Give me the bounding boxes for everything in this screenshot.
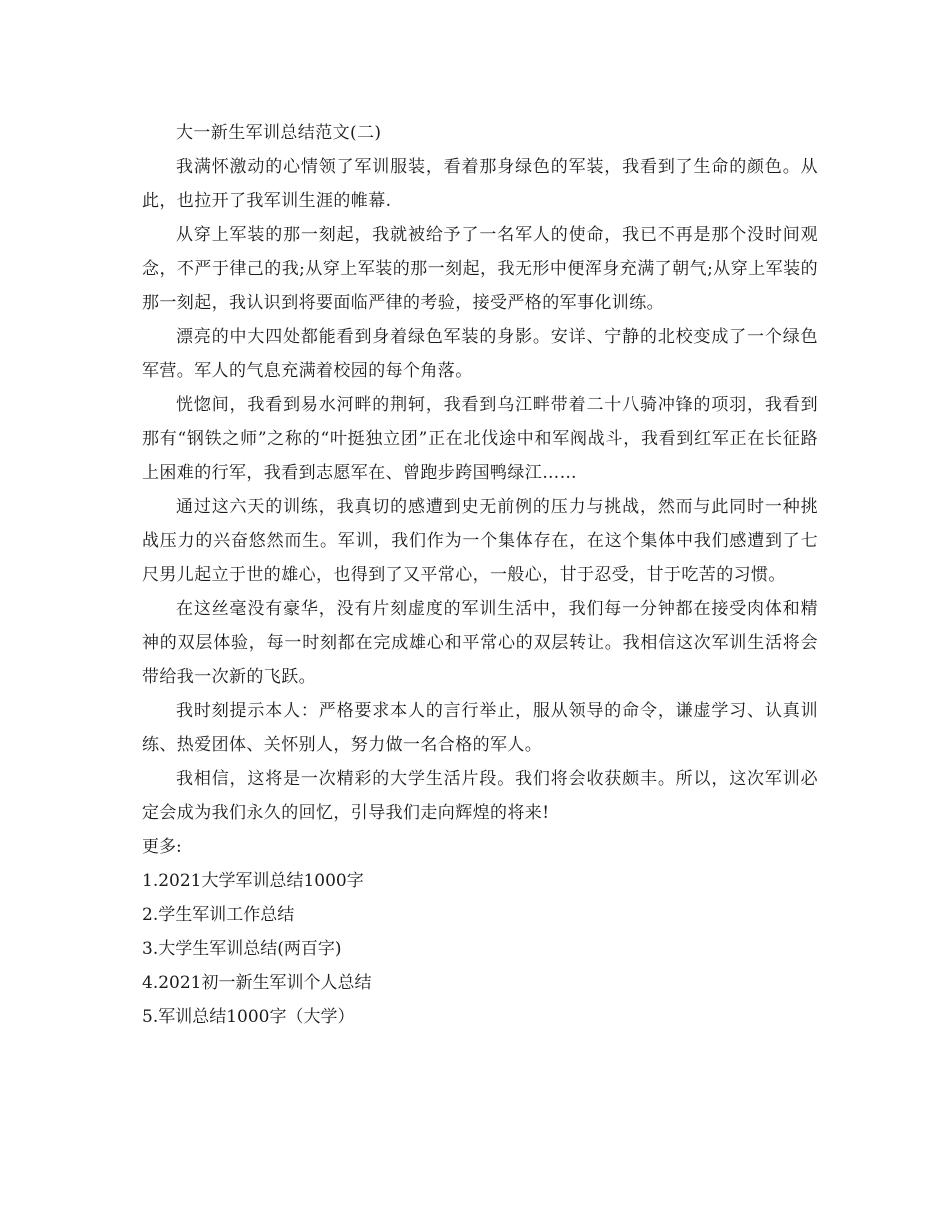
paragraph-1: 我满怀激动的心情领了军训服装，看着那身绿色的军装，我看到了生命的颜色。从此，也拉开了我军训生涯的帷幕. (142, 157, 818, 211)
paragraph-3: 漂亮的中大四处都能看到身着绿色军装的身影。安详、宁静的北校变成了一个绿色军营。军人的气息充满着校园的每个角落。 (142, 327, 818, 381)
paragraph-7: 我时刻提示本人：严格要求本人的言行举止，服从领导的命令，谦虚学习、认真训练、热爱团体、关怀别人，努力做一名合格的军人。 (142, 701, 818, 755)
related-link-4[interactable]: 4.2021初一新生军训个人总结 (142, 973, 372, 993)
paragraph-5: 通过这六天的训练，我真切的感遭到史无前例的压力与挑战，然而与此同时一种挑战压力的兴奋悠然而生。军训，我们作为一个集体存在，在这个集体中我们感遭到了七尺男儿起立于世的雄心，也得到了又平常心，一般心，甘于忍受，甘于吃苦的习惯。 (142, 497, 818, 585)
related-link-2[interactable]: 2.学生军训工作总结 (142, 905, 295, 925)
document-body (142, 116, 818, 1034)
paragraph-6: 在这丝毫没有豪华，没有片刻虚度的军训生活中，我们每一分钟都在接受肉体和精神的双层体验，每一时刻都在完成雄心和平常心的双层转让。我相信这次军训生活将会带给我一次新的飞跃。 (142, 599, 818, 687)
related-link-1[interactable]: 1.2021大学军训总结1000字 (142, 871, 364, 891)
paragraph-2: 从穿上军装的那一刻起，我就被给予了一名军人的使命，我已不再是那个没时间观念，不严于律己的我;从穿上军装的那一刻起，我无形中便浑身充满了朝气;从穿上军装的那一刻起，我认识到将要面临严律的考验，接受严格的军事化训练。 (142, 225, 818, 313)
related-links-list (142, 864, 818, 1034)
related-link-5[interactable]: 5.军训总结1000字（大学） (142, 1007, 355, 1027)
more-label: 更多: (142, 837, 182, 857)
paragraph-4: 恍惚间，我看到易水河畔的荆轲，我看到乌江畔带着二十八骑冲锋的项羽，我看到那有“钢铁之师”之称的“叶挺独立团”正在北伐途中和军阀战斗，我看到红军正在长征路上困难的行军，我看到志愿军在、曾跑步跨国鸭绿江…… (142, 395, 818, 483)
related-link-3[interactable]: 3.大学生军训总结(两百字) (142, 939, 342, 959)
document-title: 大一新生军训总结范文(二) (176, 123, 382, 143)
paragraph-8: 我相信，这将是一次精彩的大学生活片段。我们将会收获颇丰。所以，这次军训必定会成为我们永久的回忆，引导我们走向辉煌的将来! (142, 769, 818, 823)
